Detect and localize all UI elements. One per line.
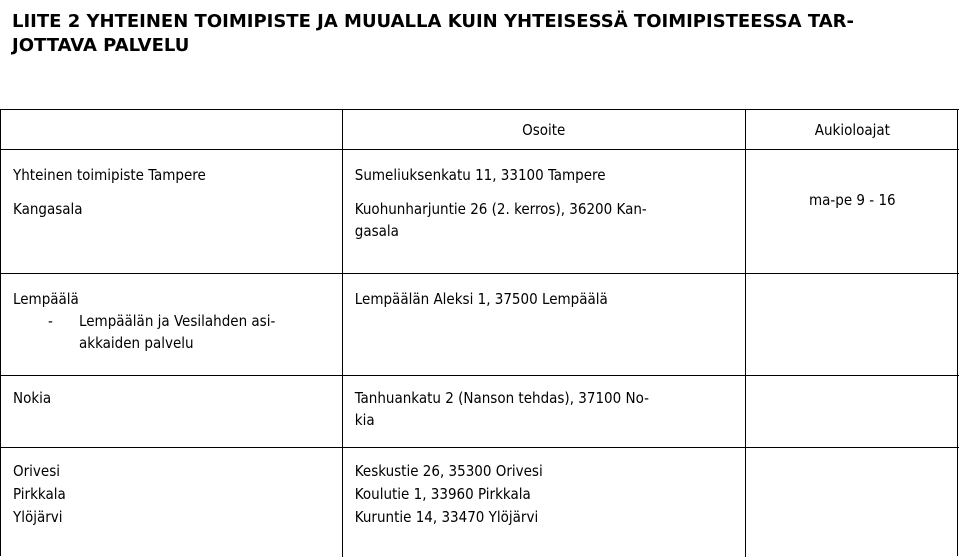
address-line: Kuruntie 14, 33470 Ylöjärvi [354, 508, 539, 526]
location-cell [0, 274, 342, 376]
hours-cell [745, 274, 959, 376]
location-name: Nokia [13, 389, 52, 407]
header-address-label: Osoite [522, 121, 566, 139]
address-line: Kuohunharjuntie 26 (2. kerros), 36200 Kan- [354, 200, 647, 218]
location-cell [0, 150, 342, 274]
location-name: Ylöjärvi [13, 508, 63, 526]
table-row [0, 448, 959, 557]
table-row [0, 150, 959, 274]
hours-cell [745, 376, 959, 448]
title-line-2: JOTTAVA PALVELU [12, 35, 190, 56]
location-name: Kangasala [13, 200, 83, 218]
sub-text: Lempäälän ja Vesilahden asi- [79, 312, 276, 330]
address-line: Koulutie 1, 33960 Pirkkala [354, 485, 531, 503]
address-line: gasala [354, 222, 399, 240]
header-cell-empty [0, 110, 342, 150]
location-sub-line-2: akkaiden palvelu [79, 334, 194, 352]
service-locations-table [0, 109, 959, 557]
hours-cell [745, 448, 959, 557]
location-sub-line [13, 310, 342, 332]
address-cell [342, 376, 745, 448]
location-cell [0, 376, 342, 448]
table-header-row [0, 110, 959, 150]
address-line: Lempäälän Aleksi 1, 37500 Lempäälä [354, 290, 608, 308]
sub-dash: - [48, 312, 53, 330]
address-cell [342, 274, 745, 376]
header-cell-hours [745, 110, 959, 150]
table-row [0, 376, 959, 448]
address-cell [342, 448, 745, 557]
location-name: Lempäälä [13, 290, 79, 308]
title-line-1: LIITE 2 YHTEINEN TOIMIPISTE JA MUUALLA KUIN YHTEISESSÄ TOIMIPISTEESSA TAR- [12, 11, 854, 32]
location-name: Yhteinen toimipiste Tampere [13, 166, 206, 184]
address-line: Keskustie 26, 35300 Orivesi [354, 462, 543, 480]
header-hours-label: Aukioloajat [814, 121, 890, 139]
opening-hours: ma-pe 9 - 16 [808, 191, 896, 209]
header-cell-address [342, 110, 745, 150]
address-cell [342, 150, 745, 274]
address-line: Tanhuankatu 2 (Nanson tehdas), 37100 No- [354, 389, 649, 407]
document-title [12, 10, 942, 58]
hours-cell [745, 150, 959, 274]
table-row [0, 274, 959, 376]
location-name: Orivesi [13, 462, 60, 480]
address-line: Sumeliuksenkatu 11, 33100 Tampere [354, 166, 606, 184]
location-cell [0, 448, 342, 557]
address-line: kia [354, 411, 375, 429]
location-name: Pirkkala [13, 485, 66, 503]
